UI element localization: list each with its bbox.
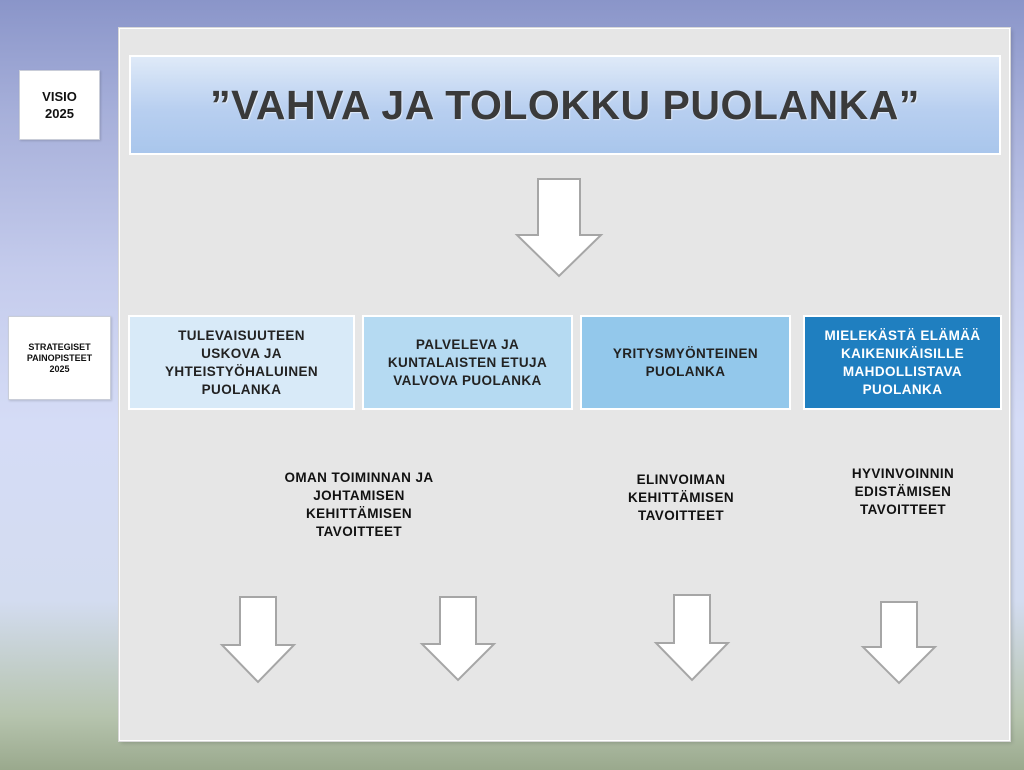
main-down-arrow-icon [514, 177, 604, 279]
strategiset-box [8, 316, 111, 400]
pillar-tulevaisuuteen: TULEVAISUUTEEN USKOVA JA YHTEISTYÖHALUINEN PUOLANKA [128, 315, 355, 410]
visio-box [19, 70, 100, 140]
vision-title: ”VAHVA JA TOLOKKU PUOLANKA” [210, 81, 920, 128]
down-arrow-4-icon [860, 600, 938, 686]
down-arrow-2-icon [419, 595, 497, 683]
pillar-mielekasta: MIELEKÄSTÄ ELÄMÄÄ KAIKENIKÄISILLE MAHDOLLISTAVA PUOLANKA [803, 315, 1002, 410]
vision-banner [129, 55, 1001, 155]
goal-oman-toiminnan: OMAN TOIMINNAN JA JOHTAMISEN KEHITTÄMISEN TAVOITTEET [284, 470, 434, 539]
visio-label: VISIO 2025 [42, 89, 77, 121]
pillar-yritysmyonteinen: YRITYSMYÖNTEINEN PUOLANKA [580, 315, 791, 410]
down-arrow-3-icon [653, 593, 731, 683]
goal-elinvoiman: ELINVOIMAN KEHITTÄMISEN TAVOITTEET [627, 472, 735, 523]
pillar-palveleva: PALVELEVA JA KUNTALAISTEN ETUJA VALVOVA PUOLANKA [362, 315, 573, 410]
goal-hyvinvoinnin: HYVINVOINNIN EDISTÄMISEN TAVOITTEET [851, 466, 955, 517]
down-arrow-1-icon [219, 595, 297, 685]
strategiset-label: STRATEGISET PAINOPISTEET 2025 [26, 341, 93, 374]
